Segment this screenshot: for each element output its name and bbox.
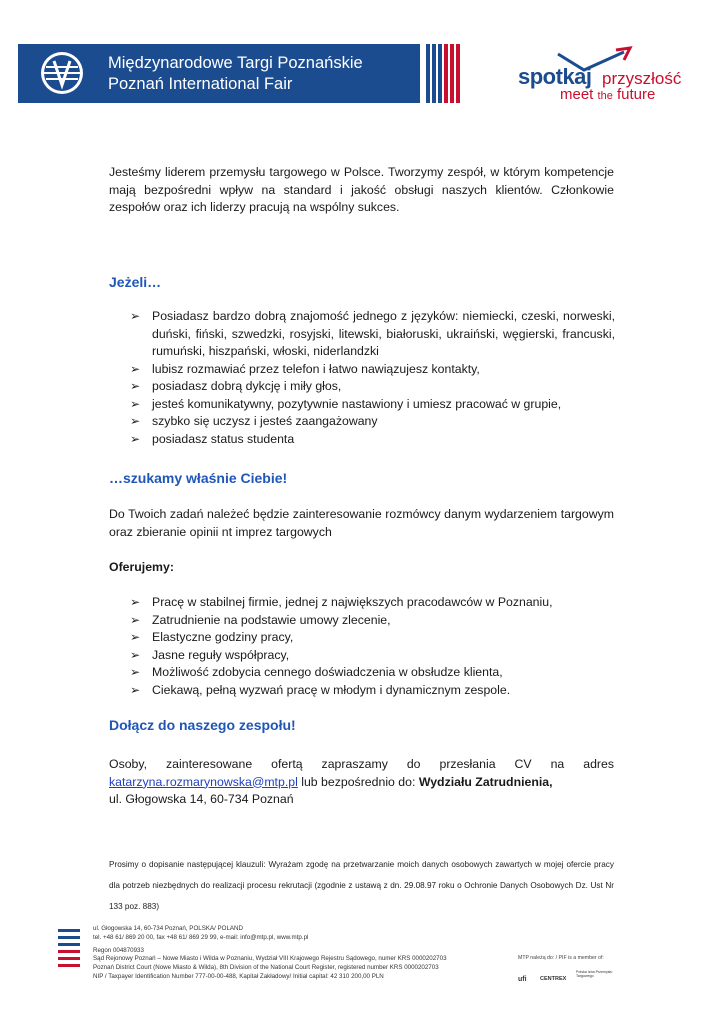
- arrow-bullet-icon: ➢: [130, 630, 141, 644]
- offers-list: [130, 594, 615, 699]
- header-title-en: Poznań International Fair: [108, 75, 293, 93]
- arrow-bullet-icon: ➢: [130, 309, 141, 323]
- arrow-bullet-icon: ➢: [130, 665, 141, 679]
- arrow-bullet-icon: ➢: [130, 396, 141, 411]
- department-name: Wydziału Zatrudnienia,: [418, 774, 553, 789]
- centrex-logo: CENTREX: [540, 976, 567, 982]
- arrow-bullet-icon: ➢: [130, 431, 141, 446]
- email-link[interactable]: katarzyna.rozmarynowska@mtp.pl: [109, 774, 298, 789]
- list-item: ➢ lubisz rozmawiać przez telefon i łatwo nawiązujesz kontakty,: [130, 361, 615, 379]
- list-item: ➢ Ciekawą, pełną wyzwań pracę w młodym i dynamicznym zespole.: [130, 682, 615, 700]
- looking-heading: …szukamy właśnie Ciebie!: [109, 470, 288, 486]
- requirements-list: [130, 308, 615, 448]
- header-title-pl: Międzynarodowe Targi Poznańskie: [108, 54, 363, 72]
- offer-label: Oferujemy:: [109, 560, 174, 574]
- list-item: ➢ Elastyczne godziny pracy,: [130, 629, 615, 647]
- list-item: ➢ Posiadasz bardzo dobrą znajomość jednego z języków: niemiecki, czeski, norweski, duński, fiński, szwedzki, rosyjski, litewski, białoruski, ukraiński, węgierski, francuski, rumuński, hiszpański, włoski, niderlandzki: [130, 309, 615, 358]
- header-stripes: [426, 44, 462, 103]
- arrow-bullet-icon: ➢: [130, 595, 141, 609]
- tasks-paragraph: Do Twoich zadań należeć będzie zainteresowanie rozmówcy danym wydarzeniem targowym oraz zbieranie opinii nt imprez targowych: [109, 507, 614, 539]
- member-logos: [518, 968, 618, 992]
- arrow-bullet-icon: ➢: [130, 414, 141, 428]
- slogan-pl-word2: przyszłość: [602, 69, 682, 88]
- slogan-en: meet the future: [560, 86, 656, 103]
- list-item: ➢ szybko się uczysz i jesteś zaangażowany: [130, 413, 615, 431]
- list-item: ➢ Jasne reguły współpracy,: [130, 647, 615, 665]
- list-item: ➢ posiadasz status studenta: [130, 431, 615, 449]
- arrow-bullet-icon: ➢: [130, 647, 141, 662]
- list-item: ➢ posiadasz dobrą dykcję i miły głos,: [130, 378, 615, 396]
- list-item: ➢ Zatrudnienie na podstawie umowy zlecenie,: [130, 612, 615, 630]
- arrow-bullet-icon: ➢: [130, 379, 141, 393]
- list-item: ➢ jesteś komunikatywny, pozytywnie nastawiony i umiesz pracować w grupie,: [130, 396, 615, 414]
- slogan-pl-word1: spotkaj: [518, 64, 592, 89]
- arrow-bullet-icon: ➢: [130, 612, 141, 627]
- member-text: MTP należą do: / PIF is a member of:: [518, 955, 604, 961]
- header-title: [108, 53, 363, 95]
- list-item: ➢ Możliwość zdobycia cennego doświadczenia w obsłudze klienta,: [130, 664, 615, 682]
- consent-clause: Prosimy o dopisanie następującej klauzuli: Wyrażam zgodę na przetwarzanie moich danych osobowych zawartych w mojej ofercie pracy dla potrzeb niezbędnych do realizacji procesu rekrutacji (zgodnie z ustawą z dn. 29.08.97 roku o Ochronie Danych Osobowych Dz. Ust Nr 133 poz. 883): [109, 860, 614, 911]
- pipt-logo: Polska Izba Przemysłu Targowego: [576, 970, 613, 979]
- list-item: ➢ Pracę w stabilnej firmie, jednej z największych pracodawców w Poznaniu,: [130, 594, 615, 612]
- apply-paragraph: Osoby, zainteresowane ofertą zapraszamy do przesłania CV na adres katarzyna.rozmarynowska@mtp.pl lub bezpośrednio do: Wydziału Zatrudnienia, ul. Głogowska 14, 60-734 Poznań: [109, 757, 614, 806]
- arrow-bullet-icon: ➢: [130, 361, 141, 376]
- ufi-logo: ufi: [518, 976, 527, 983]
- arrow-bullet-icon: ➢: [130, 682, 141, 697]
- footer-stripes: [58, 929, 80, 993]
- join-heading: Dołącz do naszego zespołu!: [109, 717, 296, 733]
- intro-paragraph: Jesteśmy liderem przemysłu targowego w Polsce. Tworzymy zespół, w którym kompetencje mają bezpośredni wpływ na standard i jakość obsługi naszych klientów. Członkowie zespołów oraz ich liderzy pracują na wspólny sukces.: [109, 165, 614, 214]
- footer-address: ul. Głogowska 14, 60-734 Poznań, POLSKA/ POLAND tel. +48 61/ 869 20 00, fax +48 61/ 869 29 99, e-mail: info@mtp.pl, www.mtp.pl Regon 004870933 Sąd Rejonowy Poznań – Nowe Miasto i Wilda w Poznaniu, Wydział VIII Krajowego Rejestru Sądowego, numer KRS 0000202703 Poznań District Court (Nowe Miasto & Wilda), 8th Division of the National Court Register, registered number KRS 0000202703 NIP / Taxpayer Identification Number 777-00-00-488, Kapitał Zakładowy/ Initial capital: 42 310 200,00 PLN: [93, 925, 447, 980]
- header-banner: [18, 44, 420, 103]
- address-line: ul. Głogowska 14, 60-734 Poznań: [109, 792, 294, 806]
- if-heading: Jeżeli…: [109, 274, 162, 290]
- slogan-logo: [514, 46, 684, 108]
- mtp-globe-logo-icon: [40, 51, 84, 95]
